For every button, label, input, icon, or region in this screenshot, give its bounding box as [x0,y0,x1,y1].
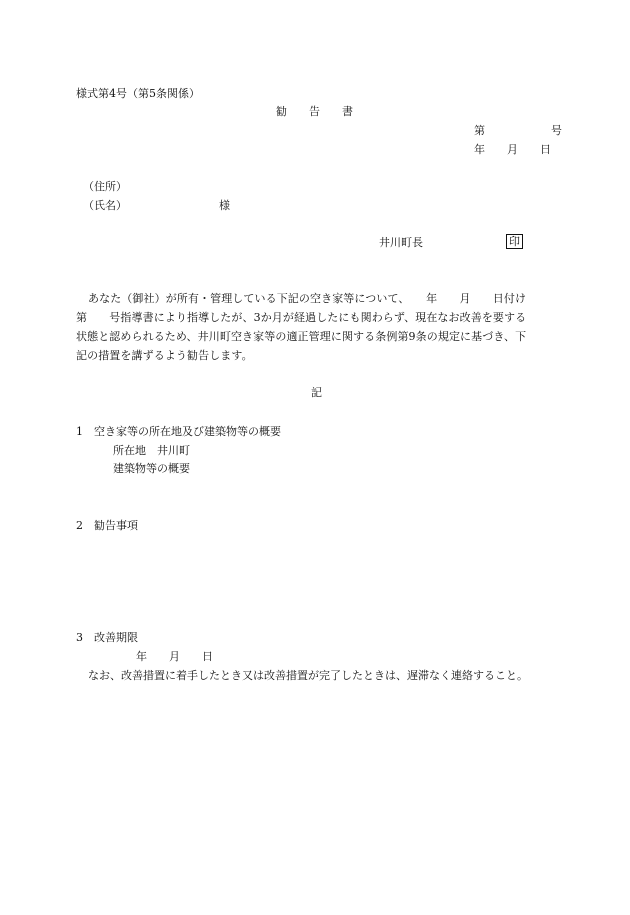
item1-location: 所在地 井川町 [113,444,190,457]
issuer-title: 井川町長 [379,236,423,249]
item1-heading: 1 空き家等の所在地及び建築物等の概要 [76,425,281,438]
form-id: 様式第4号（第5条関係） [76,87,200,100]
item1-building: 建築物等の概要 [113,462,190,475]
item3-heading: 3 改善期限 [76,631,138,644]
body-line-3: 状態と認められるため、井川町空き家等の適正管理に関する条例第9条の規定に基づき、下 [76,330,527,343]
document-number: 第 号 [474,124,562,137]
body-line-2: 第 号指導書により指導したが、3か月が経過したにも関わらず、現在なお改善を要する [76,311,527,324]
body-line-4: 記の措置を講ずるよう勧告します。 [76,349,253,362]
document-title: 勧 告 書 [276,105,353,118]
closing-note: なお、改善措置に着手したとき又は改善措置が完了したときは、遅滞なく連絡すること。 [88,669,528,682]
document-date: 年 月 日 [474,143,551,156]
item2-heading: 2 勧告事項 [76,519,138,532]
recipient-address-label: （住所） [83,180,127,193]
item3-date: 年 月 日 [136,650,213,663]
body-line-1: あなた（御社）が所有・管理している下記の空き家等について、 年 月 日付け [88,292,527,305]
seal-mark: 印 [506,234,523,249]
ki-heading: 記 [311,386,322,399]
recipient-honorific: 様 [219,199,230,212]
recipient-name-label: （氏名） [83,199,127,212]
